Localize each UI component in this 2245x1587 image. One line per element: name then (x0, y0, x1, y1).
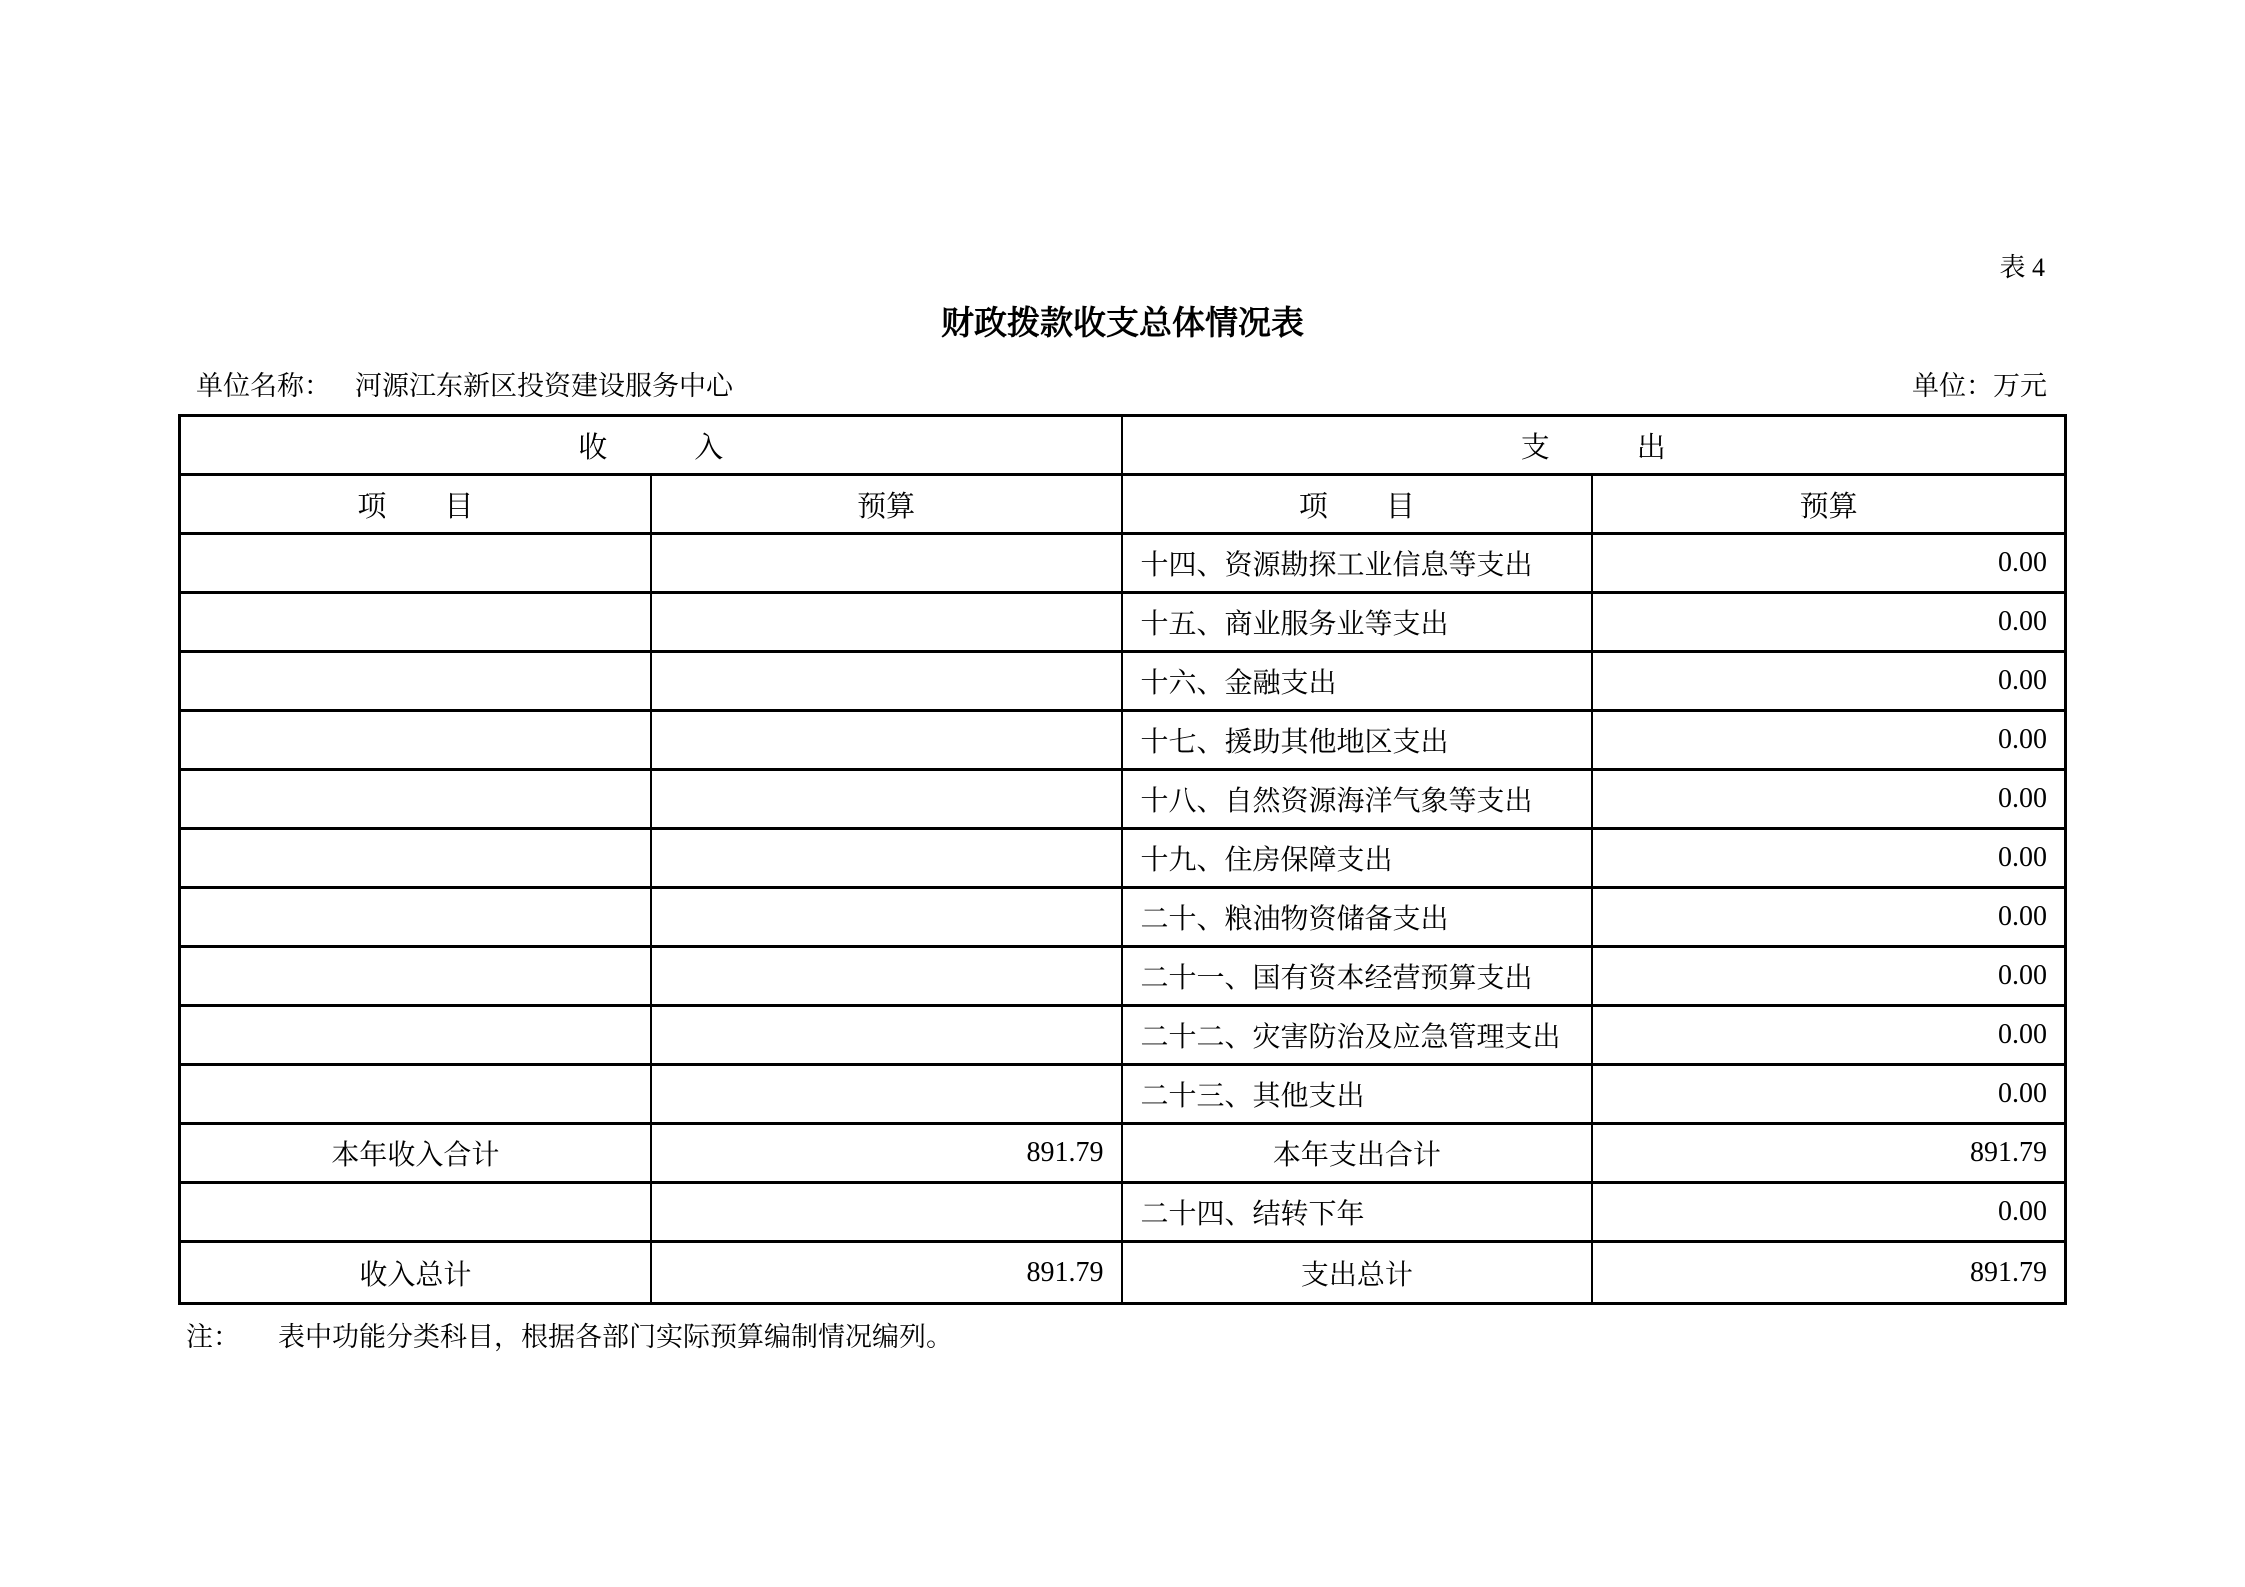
expense-item-cell: 十四、资源勘探工业信息等支出 (1123, 535, 1594, 591)
income-budget-cell (652, 1066, 1123, 1122)
expense-item-cell: 十六、金融支出 (1123, 653, 1594, 709)
expense-item-cell: 十八、自然资源海洋气象等支出 (1123, 771, 1594, 827)
income-item-cell (181, 830, 652, 886)
expense-item-cell: 二十一、国有资本经营预算支出 (1123, 948, 1594, 1004)
table-row (181, 712, 2064, 771)
unit-name-value: 河源江东新区投资建设服务中心 (355, 371, 733, 401)
income-budget-cell (652, 948, 1123, 1004)
expense-item-cell: 支出总计 (1123, 1243, 1594, 1302)
expense-budget-cell: 0.00 (1998, 665, 2047, 696)
income-item-cell (181, 948, 652, 1004)
currency-unit-label: 单位：万元 (1912, 371, 2047, 401)
expense-budget-cell: 0.00 (1998, 547, 2047, 578)
table-row (181, 948, 2064, 1007)
expense-item-cell: 二十二、灾害防治及应急管理支出 (1123, 1007, 1594, 1063)
table-row (181, 1243, 2064, 1302)
table-row (181, 889, 2064, 948)
column-header-row (181, 476, 2064, 535)
expense-budget-cell: 0.00 (1998, 901, 2047, 932)
income-item-cell: 收入总计 (181, 1243, 652, 1302)
income-item-cell (181, 594, 652, 650)
income-item-cell (181, 712, 652, 768)
expense-item-cell: 本年支出合计 (1123, 1125, 1594, 1181)
expense-item-cell: 二十、粮油物资储备支出 (1123, 889, 1594, 945)
expense-budget-cell: 891.79 (1970, 1256, 2047, 1288)
budget-table (178, 414, 2067, 1305)
section-header-row (181, 417, 2064, 476)
expense-item-cell: 二十三、其他支出 (1123, 1066, 1594, 1122)
income-item-cell: 本年收入合计 (181, 1125, 652, 1181)
expense-budget-cell: 0.00 (1998, 1196, 2047, 1227)
table-row (181, 830, 2064, 889)
expense-budget-cell: 0.00 (1998, 724, 2047, 755)
unit-name (196, 368, 733, 404)
expense-item-cell: 二十四、结转下年 (1123, 1184, 1594, 1240)
income-section-header: 收 入 (181, 417, 1123, 473)
income-budget-cell (652, 771, 1123, 827)
expense-budget-cell: 0.00 (1998, 842, 2047, 873)
expense-budget-cell: 0.00 (1998, 1019, 2047, 1050)
income-budget-cell (652, 830, 1123, 886)
expense-item-cell: 十七、援助其他地区支出 (1123, 712, 1594, 768)
income-item-cell (181, 1007, 652, 1063)
expense-item-column-header: 项 目 (1123, 476, 1594, 532)
income-budget-cell (652, 594, 1123, 650)
footnote (178, 1319, 2067, 1355)
table-row (181, 771, 2064, 830)
income-item-cell (181, 889, 652, 945)
table-number: 表 4 (1999, 253, 2045, 282)
expense-budget-cell: 0.00 (1998, 783, 2047, 814)
page-title: 财政拨款收支总体情况表 (941, 306, 1304, 342)
income-budget-cell (652, 535, 1123, 591)
income-item-cell (181, 535, 652, 591)
income-item-cell (181, 653, 652, 709)
table-meta-row (178, 368, 2067, 404)
income-item-cell (181, 771, 652, 827)
table-row (181, 1007, 2064, 1066)
table-row (181, 594, 2064, 653)
expense-budget-cell: 0.00 (1998, 1078, 2047, 1109)
income-budget-cell: 891.79 (652, 1125, 1123, 1181)
document-page (178, 0, 2067, 1355)
income-budget-cell (652, 1007, 1123, 1063)
income-item-column-header: 项 目 (181, 476, 652, 532)
expense-budget-cell: 891.79 (1970, 1137, 2047, 1168)
expense-budget-column-header: 预算 (1799, 490, 1858, 523)
expense-item-cell: 十九、住房保障支出 (1123, 830, 1594, 886)
table-body (181, 535, 2064, 1302)
income-budget-cell (652, 889, 1123, 945)
table-row (181, 1066, 2064, 1125)
footnote-label: 注： (186, 1322, 240, 1352)
expense-budget-cell: 0.00 (1998, 606, 2047, 637)
unit-name-label: 单位名称： (196, 371, 331, 401)
table-row (181, 1125, 2064, 1184)
footnote-text: 表中功能分类科目，根据各部门实际预算编制情况编列。 (278, 1322, 953, 1352)
expense-budget-cell: 0.00 (1998, 960, 2047, 991)
income-budget-cell: 891.79 (652, 1243, 1123, 1302)
income-budget-cell (652, 653, 1123, 709)
income-item-cell (181, 1066, 652, 1122)
table-row (181, 653, 2064, 712)
expense-item-cell: 十五、商业服务业等支出 (1123, 594, 1594, 650)
table-row (181, 535, 2064, 594)
income-item-cell (181, 1184, 652, 1240)
table-row (181, 1184, 2064, 1243)
income-budget-column-header: 预算 (652, 476, 1123, 532)
expense-section-header: 支 出 (1520, 431, 1666, 464)
income-budget-cell (652, 712, 1123, 768)
income-budget-cell (652, 1184, 1123, 1240)
